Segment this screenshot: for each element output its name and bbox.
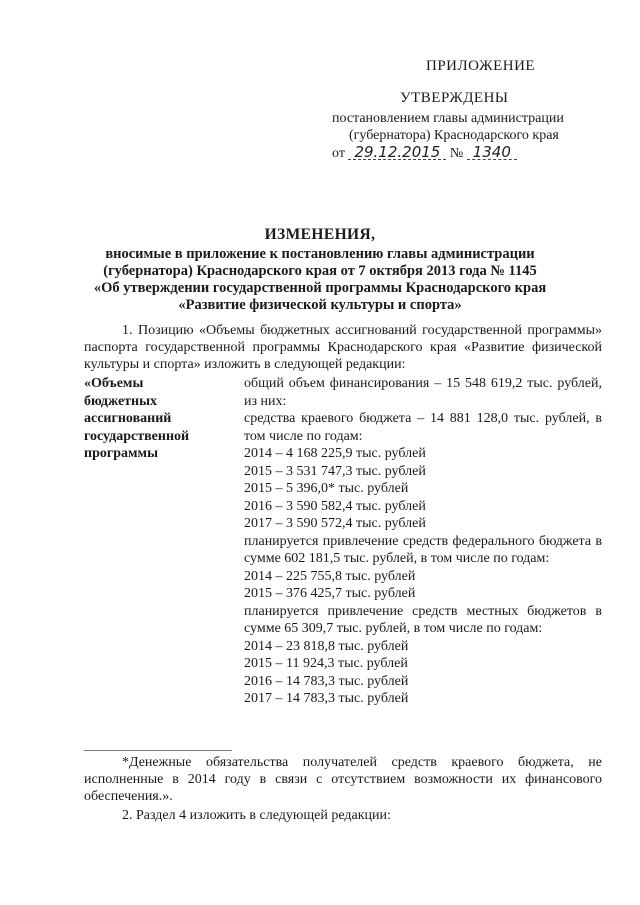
heading-line-4: «Развитие физической культуры и спорта» <box>178 297 462 313</box>
date-prefix: от <box>332 146 345 161</box>
local-budget: планируется привлечение средств местных бюджетов в сумме 65 309,7 тыс. рублей, в том числе по годам: <box>244 603 602 636</box>
heading-line-1: вносимые в приложение к постановлению главы администрации <box>105 246 535 262</box>
local-year-row: 2017 – 14 783,3 тыс. рублей <box>244 691 409 706</box>
regional-year-row: 2017 – 3 590 572,4 тыс. рублей <box>244 516 426 531</box>
total-financing: общий объем финансирования – 15 548 619,2 тыс. рублей, из них: <box>244 376 602 409</box>
approved-label: УТВЕРЖДЕНЫ <box>400 90 509 106</box>
regional-year-row: 2014 – 4 168 225,9 тыс. рублей <box>244 446 426 461</box>
federal-year-row: 2014 – 225 755,8 тыс. рублей <box>244 568 416 584</box>
paragraph-2: 2. Раздел 4 изложить в следующей редакции: <box>122 808 391 823</box>
regional-year-row: 2015 – 5 396,0* тыс. рублей <box>244 481 409 496</box>
paragraph-1: 1. Позицию «Объемы бюджетных ассигнований государственной программы» паспорта государственной программы Краснодарского края «Развитие физической культуры и спорта» изложить в следующей редакции: <box>84 323 602 372</box>
regional-year-row: 2015 – 3 531 747,3 тыс. рублей <box>244 463 426 479</box>
approval-line-2: (губернатора) Краснодарского края <box>349 128 559 143</box>
federal-year-row: 2015 – 376 425,7 тыс. рублей <box>244 586 416 601</box>
budget-label-line: «Объемы <box>84 376 144 391</box>
budget-label-line: бюджетных <box>84 393 158 409</box>
heading-line-2: (губернатора) Краснодарского края от 7 октября 2013 года № 1145 <box>103 263 537 279</box>
number-prefix: № <box>449 146 464 161</box>
federal-budget: планируется привлечение средств федерального бюджета в сумме 602 181,5 тыс. рублей, в том числе по годам: <box>244 533 602 566</box>
budget-label-line: ассигнований <box>84 411 172 426</box>
heading-line-3: «Об утверждении государственной программы Краснодарского края <box>93 280 547 296</box>
local-year-row: 2016 – 14 783,3 тыс. рублей <box>244 673 409 689</box>
budget-label <box>84 375 244 463</box>
budget-values <box>244 375 602 708</box>
budget-label-line: программы <box>84 446 158 461</box>
document-title: ИЗМЕНЕНИЯ, <box>264 226 376 243</box>
approval-date-line <box>332 145 517 162</box>
handwritten-date: 29.12.2015 <box>348 145 446 160</box>
approval-line-1: постановлением главы администрации <box>332 111 564 126</box>
footnote: *Денежные обязательства получателей средств краевого бюджета, не исполненные в 2014 году в связи с отсутствием возможности их финансового обеспечения.». <box>84 755 602 804</box>
regional-budget: средства краевого бюджета – 14 881 128,0 тыс. рублей, в том числе по годам: <box>244 411 602 444</box>
handwritten-number: 1340 <box>467 145 517 160</box>
local-year-row: 2014 – 23 818,8 тыс. рублей <box>244 638 409 654</box>
footnote-divider <box>84 750 232 751</box>
appendix-label: ПРИЛОЖЕНИЕ <box>426 58 536 74</box>
local-year-row: 2015 – 11 924,3 тыс. рублей <box>244 656 408 671</box>
budget-label-line: государственной <box>84 428 190 444</box>
regional-year-row: 2016 – 3 590 582,4 тыс. рублей <box>244 498 426 514</box>
